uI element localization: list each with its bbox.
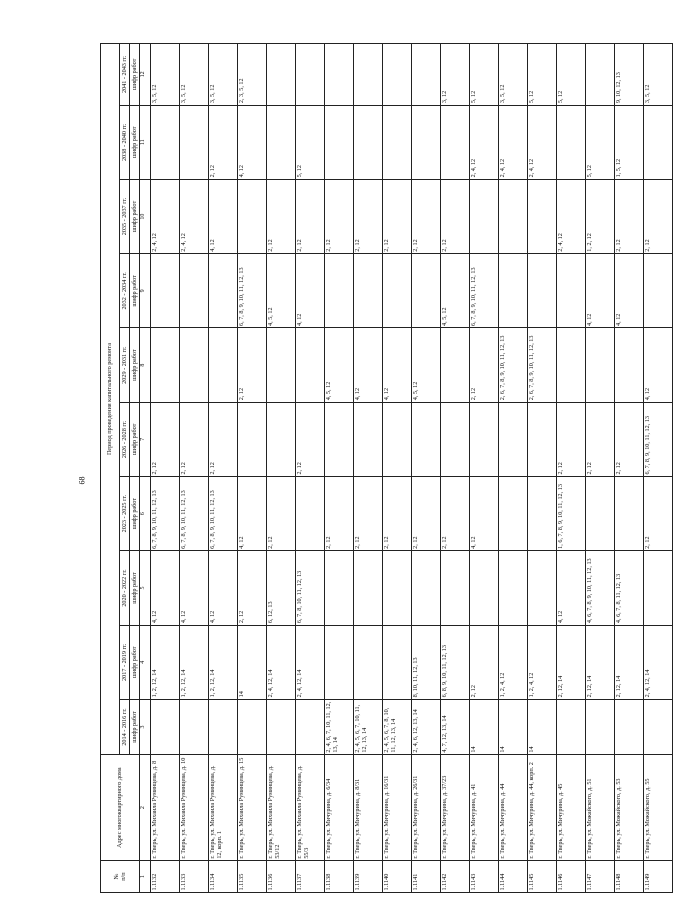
work-codes-cell: 3, 12 <box>441 44 470 106</box>
work-codes-cell: 6, 7, 8, 9, 10, 11, 12, 13 <box>644 402 673 476</box>
work-codes-cell: 1, 2, 12, 14 <box>180 625 209 699</box>
work-codes-cell <box>180 105 209 179</box>
work-codes-cell: 1, 2, 12, 14 <box>151 625 180 699</box>
row-address: г. Тверь, ул. Михаила Румянцева, д. 12, корп. 1 <box>209 755 238 861</box>
table-body <box>151 44 673 893</box>
work-codes-cell <box>296 699 325 754</box>
table-row <box>151 44 180 893</box>
work-codes-cell <box>412 254 441 328</box>
row-address: г. Тверь, ул. Мичурина, д. 6/34 <box>325 755 354 861</box>
work-codes-cell <box>586 328 615 402</box>
work-codes-cell: 2, 6, 7, 8, 9, 10, 11, 12, 13 <box>499 328 528 402</box>
work-codes-cell <box>586 477 615 551</box>
work-codes-cell <box>586 699 615 754</box>
work-codes-cell: 2, 4, 5, 6, 7, 10, 11, 12, 13, 14 <box>354 699 383 754</box>
work-codes-cell <box>470 551 499 625</box>
column-number: 7 <box>140 402 151 476</box>
row-number: 1.1149 <box>644 861 673 893</box>
row-number: 1.1134 <box>209 861 238 893</box>
column-numbers-row <box>140 44 151 893</box>
work-codes-cell <box>354 254 383 328</box>
table-row <box>296 44 325 893</box>
work-codes-cell <box>383 105 412 179</box>
row-number: 1.1142 <box>441 861 470 893</box>
work-codes-cell <box>209 699 238 754</box>
header-subheading: шифр работ <box>130 699 140 754</box>
header-year: 2026 - 2028 гг. <box>120 402 130 476</box>
header-year: 2029 - 2031 гг. <box>120 328 130 402</box>
work-codes-cell: 4, 12 <box>238 105 267 179</box>
header-subheading: шифр работ <box>130 44 140 106</box>
column-number: 6 <box>140 477 151 551</box>
work-codes-cell: 5, 12 <box>557 44 586 106</box>
work-codes-cell: 2, 12 <box>267 179 296 253</box>
work-codes-cell: 2, 4, 12 <box>151 179 180 253</box>
header-subheading: шифр работ <box>130 328 140 402</box>
table-row <box>644 44 673 893</box>
work-codes-cell <box>586 44 615 106</box>
work-codes-cell: 2, 12 <box>470 328 499 402</box>
header-no: № п/п <box>101 861 140 893</box>
work-codes-cell <box>383 402 412 476</box>
work-codes-cell: 2, 12 <box>209 402 238 476</box>
work-codes-cell <box>383 551 412 625</box>
table-row <box>325 44 354 893</box>
work-codes-cell: 6, 7, 8, 9, 10, 11, 12, 13 <box>151 477 180 551</box>
work-codes-cell <box>441 551 470 625</box>
work-codes-cell: 2, 6, 7, 8, 9, 10, 11, 12, 13 <box>528 328 557 402</box>
work-codes-cell <box>151 254 180 328</box>
work-codes-cell: 2, 12 <box>325 179 354 253</box>
table-row <box>586 44 615 893</box>
row-number: 1.1147 <box>586 861 615 893</box>
work-codes-cell: 6, 12, 13 <box>267 551 296 625</box>
work-codes-cell: 2, 12 <box>238 328 267 402</box>
work-codes-cell <box>383 254 412 328</box>
work-codes-cell: 2, 12 <box>180 402 209 476</box>
work-codes-cell: 4, 5, 12 <box>267 254 296 328</box>
work-codes-cell <box>412 105 441 179</box>
row-number: 1.1135 <box>238 861 267 893</box>
work-codes-cell: 2, 12 <box>296 402 325 476</box>
row-number: 1.1144 <box>499 861 528 893</box>
column-number: 1 <box>140 861 151 893</box>
work-codes-cell <box>528 477 557 551</box>
work-codes-cell <box>557 105 586 179</box>
work-codes-cell: 6, 7, 8, 9, 10, 11, 12, 13 <box>180 477 209 551</box>
row-address: г. Тверь, ул. Мичурина, д. 44 <box>499 755 528 861</box>
work-codes-cell <box>499 179 528 253</box>
work-codes-cell: 3, 5, 12 <box>180 44 209 106</box>
work-codes-cell <box>238 699 267 754</box>
work-codes-cell <box>470 402 499 476</box>
work-codes-cell: 4, 12 <box>238 477 267 551</box>
header-subheading: шифр работ <box>130 477 140 551</box>
work-codes-cell <box>267 44 296 106</box>
table-row <box>441 44 470 893</box>
work-codes-cell: 4, 7, 12, 13, 14 <box>441 699 470 754</box>
work-codes-cell <box>644 105 673 179</box>
work-codes-cell: 2, 12 <box>383 477 412 551</box>
work-codes-cell: 4, 12 <box>209 551 238 625</box>
work-codes-cell: 6, 7, 8, 10, 11, 12, 13 <box>296 551 325 625</box>
row-address: г. Тверь, ул. Михаила Румянцева, д. 8 <box>151 755 180 861</box>
work-codes-cell: 2, 12 <box>238 551 267 625</box>
work-codes-cell: 2, 12 <box>615 402 644 476</box>
table-row <box>528 44 557 893</box>
table-row <box>383 44 412 893</box>
work-codes-cell <box>383 625 412 699</box>
work-codes-cell: 3, 5, 12 <box>209 44 238 106</box>
work-codes-cell: 5, 12 <box>586 105 615 179</box>
work-codes-cell: 2, 12 <box>412 477 441 551</box>
row-address: г. Тверь, ул. Мичурина, д. 44, корп. 2 <box>528 755 557 861</box>
work-codes-cell <box>528 179 557 253</box>
row-number: 1.1139 <box>354 861 383 893</box>
row-number: 1.1136 <box>267 861 296 893</box>
row-address: г. Тверь, ул. Мичурина, д. 16/31 <box>383 755 412 861</box>
work-codes-cell: 4, 6, 7, 8, 11, 12, 13 <box>615 551 644 625</box>
work-codes-cell <box>528 551 557 625</box>
work-codes-cell <box>354 44 383 106</box>
work-codes-cell: 4, 12 <box>151 551 180 625</box>
header-period: Период проведения капитального ремонта <box>101 44 120 755</box>
work-codes-cell: 4, 12 <box>209 179 238 253</box>
work-codes-cell <box>441 105 470 179</box>
work-codes-cell <box>180 254 209 328</box>
work-codes-cell: 3, 5, 12 <box>644 44 673 106</box>
row-number: 1.1132 <box>151 861 180 893</box>
row-address: г. Тверь, ул. Михаила Румянцева, д. 55/3 <box>296 755 325 861</box>
work-codes-cell <box>296 44 325 106</box>
work-codes-cell <box>296 328 325 402</box>
work-codes-cell: 3, 5, 12 <box>499 44 528 106</box>
work-codes-cell: 5, 12 <box>470 44 499 106</box>
work-codes-cell: 4, 12 <box>586 254 615 328</box>
header-year: 2032 - 2034 гг. <box>120 254 130 328</box>
table-row <box>267 44 296 893</box>
column-number: 11 <box>140 105 151 179</box>
row-address: г. Тверь, ул. Мичурина, д. 37/23 <box>441 755 470 861</box>
column-number: 5 <box>140 551 151 625</box>
work-codes-cell <box>412 551 441 625</box>
work-codes-cell: 14 <box>528 699 557 754</box>
work-codes-cell: 2, 4, 12 <box>470 105 499 179</box>
table-row <box>354 44 383 893</box>
work-codes-cell: 2, 12 <box>615 179 644 253</box>
work-codes-cell <box>528 402 557 476</box>
column-number: 4 <box>140 625 151 699</box>
work-codes-cell: 2, 12 <box>151 402 180 476</box>
work-codes-cell: 1, 2, 4, 12 <box>528 625 557 699</box>
row-number: 1.1143 <box>470 861 499 893</box>
work-codes-cell <box>267 699 296 754</box>
header-subheading: шифр работ <box>130 551 140 625</box>
row-number: 1.1146 <box>557 861 586 893</box>
table-row <box>209 44 238 893</box>
work-codes-cell: 2, 12 <box>383 179 412 253</box>
work-codes-cell: 2, 12 <box>209 105 238 179</box>
work-codes-cell: 1, 2, 12 <box>586 179 615 253</box>
work-codes-cell: 1, 2, 12, 14 <box>209 625 238 699</box>
work-codes-cell <box>557 699 586 754</box>
work-codes-cell <box>354 402 383 476</box>
work-codes-cell: 9, 10, 12, 13 <box>615 44 644 106</box>
work-codes-cell: 1, 6, 7, 8, 9, 10, 11, 12, 13 <box>557 477 586 551</box>
work-codes-cell: 2, 4, 5, 6, 7, 8, 10, 11, 12, 13, 14 <box>383 699 412 754</box>
header-year: 2014 - 2016 гг. <box>120 699 130 754</box>
work-codes-cell <box>528 254 557 328</box>
work-codes-cell <box>325 254 354 328</box>
work-codes-cell <box>296 477 325 551</box>
work-codes-cell <box>499 254 528 328</box>
work-codes-cell <box>267 328 296 402</box>
work-codes-cell <box>499 477 528 551</box>
work-codes-cell: 5, 12 <box>296 105 325 179</box>
row-address: г. Тверь, ул. Можайского, д. 55 <box>644 755 673 861</box>
row-number: 1.1140 <box>383 861 412 893</box>
header-address: Адрес многоквартирного дома <box>101 755 140 861</box>
row-number: 1.1138 <box>325 861 354 893</box>
column-number: 3 <box>140 699 151 754</box>
header-subheading: шифр работ <box>130 105 140 179</box>
row-address: г. Тверь, ул. Мичурина, д. 8/31 <box>354 755 383 861</box>
work-codes-cell: 6, 7, 8, 9, 10, 11, 12, 13 <box>238 254 267 328</box>
row-address: г. Тверь, ул. Мичурина, д. 41 <box>470 755 499 861</box>
work-codes-cell: 8, 10, 11, 12, 13 <box>412 625 441 699</box>
work-codes-cell <box>557 254 586 328</box>
work-codes-cell <box>441 328 470 402</box>
header-year: 2038 - 2040 гг. <box>120 105 130 179</box>
header-subheading: шифр работ <box>130 254 140 328</box>
row-number: 1.1145 <box>528 861 557 893</box>
work-codes-cell <box>354 551 383 625</box>
work-codes-cell <box>325 551 354 625</box>
work-codes-cell: 6, 7, 8, 9, 10, 11, 12, 13 <box>470 254 499 328</box>
work-codes-cell: 2, 4, 6, 7, 10, 11, 12, 13, 14 <box>325 699 354 754</box>
work-codes-cell: 2, 12 <box>586 402 615 476</box>
work-codes-cell: 2, 4, 12 <box>528 105 557 179</box>
work-codes-cell: 4, 12 <box>470 477 499 551</box>
work-codes-cell: 2, 4, 12 <box>557 179 586 253</box>
work-codes-cell: 2, 12, 14 <box>615 625 644 699</box>
work-codes-cell: 4, 12 <box>296 254 325 328</box>
work-codes-cell <box>557 328 586 402</box>
row-address: г. Тверь, ул. Михаила Румянцева, д. 10 <box>180 755 209 861</box>
work-codes-cell: 2, 12 <box>354 179 383 253</box>
work-codes-cell <box>441 402 470 476</box>
work-codes-cell <box>209 254 238 328</box>
work-codes-cell: 2, 12 <box>441 477 470 551</box>
rotated-page <box>100 43 651 893</box>
work-codes-cell: 4, 12 <box>644 328 673 402</box>
table-row <box>238 44 267 893</box>
work-codes-cell: 2, 12 <box>470 625 499 699</box>
work-codes-cell: 2, 12 <box>644 179 673 253</box>
capital-repair-table <box>100 43 673 893</box>
work-codes-cell: 4, 6, 7, 8, 9, 10, 11, 12, 13 <box>586 551 615 625</box>
row-address: г. Тверь, ул. Можайского, д. 51 <box>586 755 615 861</box>
work-codes-cell <box>644 551 673 625</box>
work-codes-cell <box>267 105 296 179</box>
work-codes-cell <box>615 477 644 551</box>
work-codes-cell: 2, 12 <box>354 477 383 551</box>
work-codes-cell <box>499 551 528 625</box>
row-address: г. Тверь, ул. Мичурина, д. 45 <box>557 755 586 861</box>
table-row <box>180 44 209 893</box>
work-codes-cell: 4, 12 <box>383 328 412 402</box>
work-codes-cell <box>151 699 180 754</box>
work-codes-cell: 4, 5, 12 <box>441 254 470 328</box>
work-codes-cell: 2, 3, 5, 12 <box>238 44 267 106</box>
header-subheading: шифр работ <box>130 625 140 699</box>
work-codes-cell <box>383 44 412 106</box>
work-codes-cell: 2, 12 <box>267 477 296 551</box>
work-codes-cell: 4, 12 <box>557 551 586 625</box>
work-codes-cell <box>238 179 267 253</box>
table-row <box>470 44 499 893</box>
header-year: 2035 - 2037 гг. <box>120 179 130 253</box>
column-number: 8 <box>140 328 151 402</box>
work-codes-cell: 4, 12 <box>615 254 644 328</box>
work-codes-cell: 4, 5, 12 <box>412 328 441 402</box>
header-year: 2017 - 2019 гг. <box>120 625 130 699</box>
work-codes-cell <box>209 328 238 402</box>
work-codes-cell <box>325 625 354 699</box>
work-codes-cell: 6, 7, 8, 9, 10, 11, 12, 13 <box>209 477 238 551</box>
work-codes-cell: 1, 5, 12 <box>615 105 644 179</box>
work-codes-cell: 14 <box>499 699 528 754</box>
work-codes-cell <box>354 625 383 699</box>
work-codes-cell <box>644 254 673 328</box>
table-row <box>499 44 528 893</box>
work-codes-cell: 4, 12 <box>354 328 383 402</box>
header-year: 2020 - 2022 гг. <box>120 551 130 625</box>
row-number: 1.1148 <box>615 861 644 893</box>
work-codes-cell <box>354 105 383 179</box>
work-codes-cell <box>644 699 673 754</box>
work-codes-cell: 3, 5, 12 <box>151 44 180 106</box>
work-codes-cell: 14 <box>238 625 267 699</box>
work-codes-cell: 1, 2, 4, 12 <box>499 625 528 699</box>
work-codes-cell <box>499 402 528 476</box>
column-number: 2 <box>140 755 151 861</box>
work-codes-cell: 2, 12 <box>325 477 354 551</box>
header-subheading: шифр работ <box>130 402 140 476</box>
row-address: г. Тверь, ул. Мичурина, д. 26/31 <box>412 755 441 861</box>
work-codes-cell <box>180 699 209 754</box>
table-row <box>557 44 586 893</box>
row-number: 1.1137 <box>296 861 325 893</box>
work-codes-cell <box>238 402 267 476</box>
header-subheading: шифр работ <box>130 179 140 253</box>
work-codes-cell: 2, 12 <box>557 402 586 476</box>
work-codes-cell: 6, 8, 9, 10, 11, 12, 13 <box>441 625 470 699</box>
work-codes-cell <box>151 105 180 179</box>
row-address: г. Тверь, ул. Михаила Румянцева, д. 15 <box>238 755 267 861</box>
work-codes-cell <box>412 402 441 476</box>
table-row <box>615 44 644 893</box>
work-codes-cell: 5, 12 <box>528 44 557 106</box>
header-year: 2023 - 2025 гг. <box>120 477 130 551</box>
row-address: г. Тверь, ул. Михаила Румянцева, д. 53/12 <box>267 755 296 861</box>
page-number: 68 <box>77 476 87 485</box>
column-number: 9 <box>140 254 151 328</box>
work-codes-cell: 2, 4, 6, 12, 13, 14 <box>412 699 441 754</box>
work-codes-cell <box>151 328 180 402</box>
work-codes-cell: 4, 5, 12 <box>325 328 354 402</box>
work-codes-cell <box>325 105 354 179</box>
row-address: г. Тверь, ул. Можайского, д. 53 <box>615 755 644 861</box>
work-codes-cell: 2, 12, 14 <box>586 625 615 699</box>
row-number: 1.1133 <box>180 861 209 893</box>
work-codes-cell <box>325 44 354 106</box>
column-number: 12 <box>140 44 151 106</box>
work-codes-cell <box>412 44 441 106</box>
work-codes-cell: 2, 4, 12 <box>180 179 209 253</box>
work-codes-cell: 2, 4, 12, 14 <box>267 625 296 699</box>
work-codes-cell: 2, 12 <box>412 179 441 253</box>
work-codes-cell <box>615 699 644 754</box>
work-codes-cell: 2, 4, 12 <box>499 105 528 179</box>
work-codes-cell: 2, 12, 14 <box>557 625 586 699</box>
work-codes-cell: 14 <box>470 699 499 754</box>
work-codes-cell <box>615 328 644 402</box>
work-codes-cell: 4, 12 <box>180 551 209 625</box>
row-number: 1.1141 <box>412 861 441 893</box>
work-codes-cell: 2, 12 <box>441 179 470 253</box>
work-codes-cell: 2, 12 <box>644 477 673 551</box>
work-codes-cell: 2, 4, 12, 14 <box>296 625 325 699</box>
work-codes-cell <box>180 328 209 402</box>
work-codes-cell <box>267 402 296 476</box>
header-year: 2041 - 2043 гг. <box>120 44 130 106</box>
work-codes-cell <box>325 402 354 476</box>
table-row <box>412 44 441 893</box>
work-codes-cell <box>470 179 499 253</box>
work-codes-cell: 2, 12 <box>296 179 325 253</box>
work-codes-cell: 2, 4, 12, 14 <box>644 625 673 699</box>
column-number: 10 <box>140 179 151 253</box>
